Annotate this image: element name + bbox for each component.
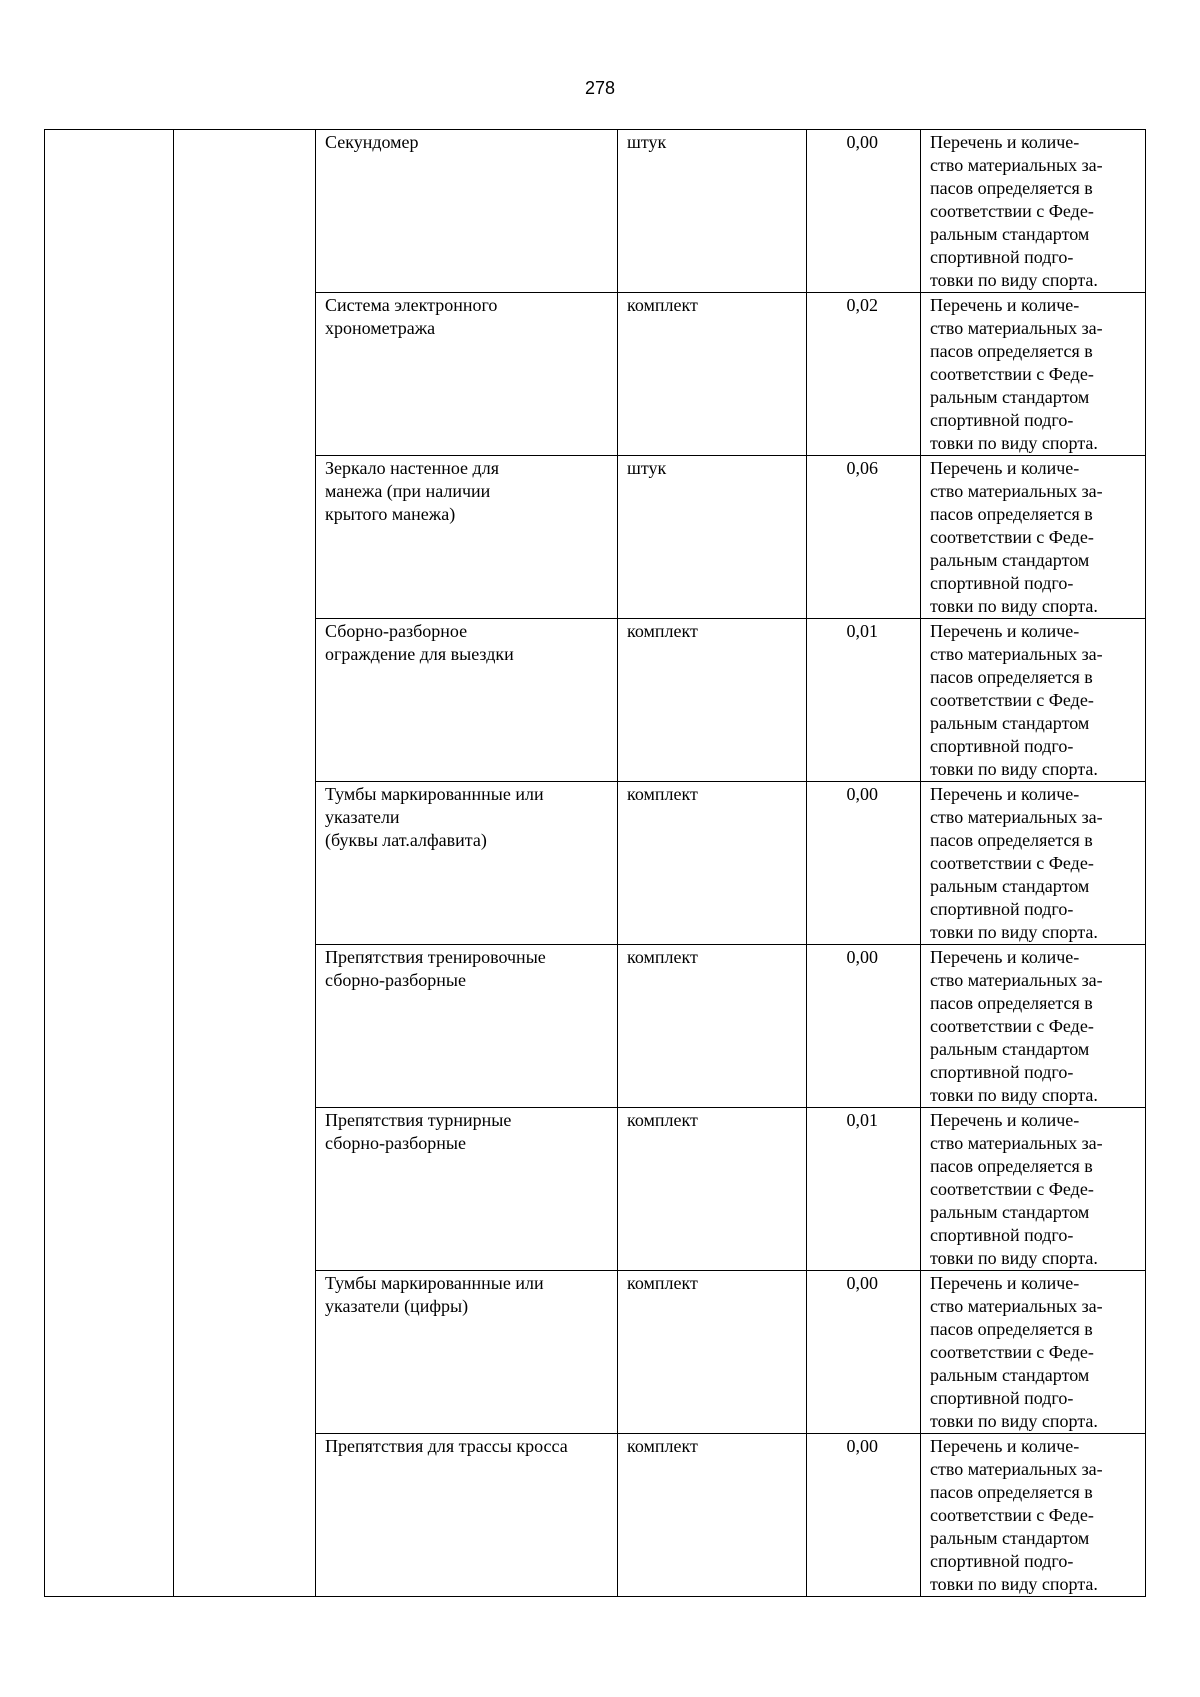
- merged-cell-col1: [45, 130, 174, 1597]
- item-unit: комплект: [618, 1108, 807, 1271]
- equipment-table: [44, 129, 1146, 1597]
- item-quantity: 0,00: [807, 1434, 921, 1597]
- item-name: Секундомер: [316, 130, 618, 293]
- item-note: Перечень и количе- ство материальных за- пасов определяется в соответствии с Феде- ральным стандартом спортивной подго- товки по виду спорта.: [921, 1271, 1146, 1434]
- item-name: Тумбы маркированнные или указатели (буквы лат.алфавита): [316, 782, 618, 945]
- item-note: Перечень и количе- ство материальных за- пасов определяется в соответствии с Феде- ральным стандартом спортивной подго- товки по виду спорта.: [921, 945, 1146, 1108]
- merged-cell-col2: [174, 130, 316, 1597]
- item-note: Перечень и количе- ство материальных за- пасов определяется в соответствии с Феде- ральным стандартом спортивной подго- товки по виду спорта.: [921, 1434, 1146, 1597]
- table-row: [45, 130, 1146, 293]
- page-number: 278: [584, 78, 616, 98]
- item-unit: комплект: [618, 293, 807, 456]
- item-name: Тумбы маркированнные или указатели (цифры): [316, 1271, 618, 1434]
- item-note: Перечень и количе- ство материальных за- пасов определяется в соответствии с Феде- ральным стандартом спортивной подго- товки по виду спорта.: [921, 293, 1146, 456]
- item-quantity: 0,00: [807, 130, 921, 293]
- item-note: Перечень и количе- ство материальных за- пасов определяется в соответствии с Феде- ральным стандартом спортивной подго- товки по виду спорта.: [921, 1108, 1146, 1271]
- item-unit: штук: [618, 456, 807, 619]
- item-name: Препятствия турнирные сборно-разборные: [316, 1108, 618, 1271]
- item-quantity: 0,00: [807, 782, 921, 945]
- item-name: Система электронного хронометража: [316, 293, 618, 456]
- item-note: Перечень и количе- ство материальных за- пасов определяется в соответствии с Феде- ральным стандартом спортивной подго- товки по виду спорта.: [921, 456, 1146, 619]
- item-quantity: 0,00: [807, 945, 921, 1108]
- item-quantity: 0,02: [807, 293, 921, 456]
- item-unit: комплект: [618, 1434, 807, 1597]
- item-unit: комплект: [618, 782, 807, 945]
- item-note: Перечень и количе- ство материальных за- пасов определяется в соответствии с Феде- ральным стандартом спортивной подго- товки по виду спорта.: [921, 130, 1146, 293]
- item-unit: штук: [618, 130, 807, 293]
- item-name: Зеркало настенное для манежа (при наличии крытого манежа): [316, 456, 618, 619]
- item-quantity: 0,01: [807, 619, 921, 782]
- item-note: Перечень и количе- ство материальных за- пасов определяется в соответствии с Феде- ральным стандартом спортивной подго- товки по виду спорта.: [921, 619, 1146, 782]
- item-unit: комплект: [618, 945, 807, 1108]
- item-note: Перечень и количе- ство материальных за- пасов определяется в соответствии с Феде- ральным стандартом спортивной подго- товки по виду спорта.: [921, 782, 1146, 945]
- item-unit: комплект: [618, 619, 807, 782]
- item-unit: комплект: [618, 1271, 807, 1434]
- table-body: [45, 130, 1146, 1597]
- item-name: Сборно-разборное ограждение для выездки: [316, 619, 618, 782]
- item-quantity: 0,00: [807, 1271, 921, 1434]
- item-name: Препятствия тренировочные сборно-разборные: [316, 945, 618, 1108]
- item-quantity: 0,06: [807, 456, 921, 619]
- item-name: Препятствия для трассы кросса: [316, 1434, 618, 1597]
- item-quantity: 0,01: [807, 1108, 921, 1271]
